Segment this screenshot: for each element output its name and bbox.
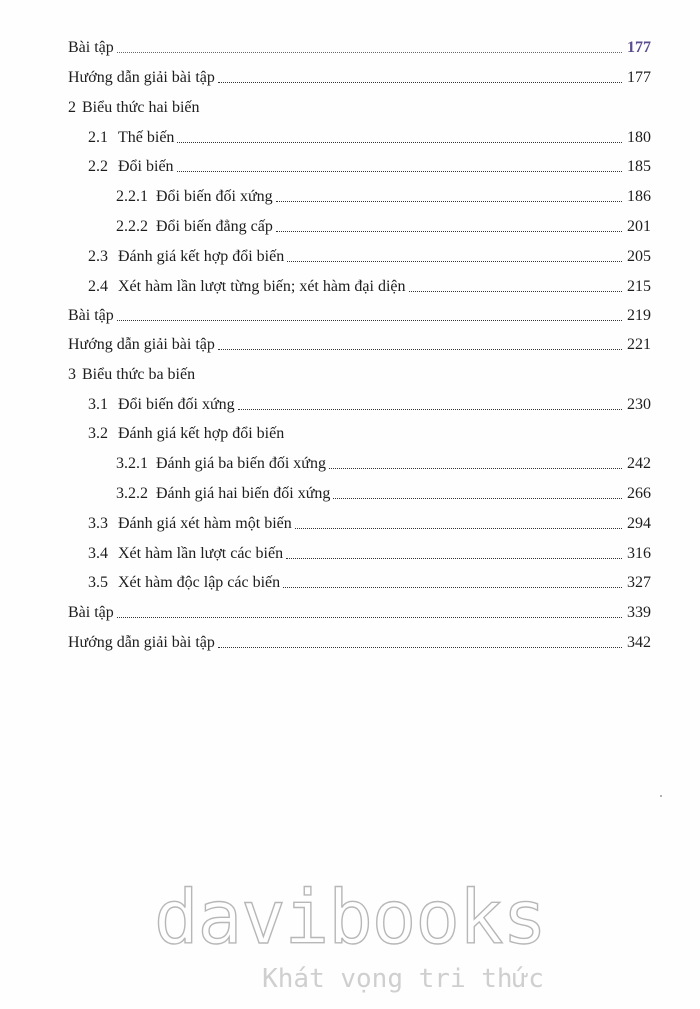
toc-entry-number: 2.4 <box>88 278 108 295</box>
dot-leader <box>295 528 622 529</box>
dot-leader <box>276 201 622 202</box>
toc-entry <box>68 215 651 237</box>
toc-entry-number: 3.4 <box>88 545 108 562</box>
toc-entry-page: 327 <box>627 574 651 591</box>
toc-entry-title: Bài tập <box>68 604 114 621</box>
toc-entry-number: 3.2.1 <box>116 455 148 472</box>
dot-leader <box>276 231 622 232</box>
toc-entry-title: Đổi biến đẳng cấp <box>156 218 273 235</box>
toc-entry-page: 177 <box>627 39 651 56</box>
toc-entry-title: Đổi biến <box>118 158 174 175</box>
dot-leader <box>333 498 622 499</box>
toc-entry-page: 201 <box>627 218 651 235</box>
toc-subsection-heading <box>68 422 651 444</box>
toc-entry <box>68 304 651 326</box>
dot-leader <box>177 171 622 172</box>
toc-entry-page: 215 <box>627 278 651 295</box>
toc-entry <box>68 155 651 177</box>
toc-section-heading <box>68 96 651 118</box>
toc-entry-page: 230 <box>627 396 651 413</box>
dot-leader <box>117 320 622 321</box>
toc-entry-title: Đánh giá hai biến đối xứng <box>156 485 331 502</box>
dot-leader <box>117 52 622 53</box>
toc-entry-number: 3.1 <box>88 396 108 413</box>
toc-entry-title: Xét hàm lần lượt từng biến; xét hàm đại diện <box>118 278 406 295</box>
toc-entry-page: 219 <box>627 307 651 324</box>
toc-entry-number: 3 <box>68 366 76 383</box>
toc-entry-title: Đánh giá xét hàm một biến <box>118 515 292 532</box>
toc-entry-title: Đánh giá ba biến đối xứng <box>156 455 326 472</box>
toc-entry-page: 342 <box>627 634 651 651</box>
toc-entry-title: Hướng dẫn giải bài tập <box>68 634 215 651</box>
dot-leader <box>409 291 622 292</box>
toc-entry-title: Đổi biến đối xứng <box>118 396 235 413</box>
toc-entry-number: 2.2 <box>88 158 108 175</box>
toc-entry-page: 294 <box>627 515 651 532</box>
toc-entry-title: Biểu thức hai biến <box>82 99 200 116</box>
toc-entry-title: Xét hàm lần lượt các biến <box>118 545 284 562</box>
toc-entry-title: Xét hàm độc lập các biến <box>118 574 281 591</box>
toc-entry-number: 2.1 <box>88 129 108 146</box>
toc-entry <box>68 36 651 58</box>
toc-entry <box>68 571 651 593</box>
toc-entry <box>68 542 651 564</box>
scan-speck <box>660 795 662 797</box>
dot-leader <box>218 647 622 648</box>
toc-entry-title: Đánh giá kết hợp đổi biến <box>118 425 285 442</box>
toc-entry-page: 221 <box>627 336 651 353</box>
dot-leader <box>283 587 622 588</box>
toc-entry-page: 177 <box>627 69 651 86</box>
toc-entry <box>68 126 651 148</box>
toc-entry-number: 3.5 <box>88 574 108 591</box>
toc-entry-number: 3.2 <box>88 425 108 442</box>
toc-entry <box>68 631 651 653</box>
toc-entry <box>68 482 651 504</box>
dot-leader <box>218 349 622 350</box>
toc-entry <box>68 333 651 355</box>
toc-entry-page: 339 <box>627 604 651 621</box>
toc-entry-title: Bài tập <box>68 307 114 324</box>
toc-entry-page: 185 <box>627 158 651 175</box>
toc-entry-title: Bài tập <box>68 39 114 56</box>
toc-entry-page: 316 <box>627 545 651 562</box>
dot-leader <box>287 261 622 262</box>
dot-leader <box>117 617 622 618</box>
dot-leader <box>218 82 622 83</box>
toc-entry-number: 2.2.2 <box>116 218 148 235</box>
toc-entry <box>68 245 651 267</box>
toc-entry-title: Thế biến <box>118 129 175 146</box>
toc-entry-number: 3.2.2 <box>116 485 148 502</box>
watermark-brand: davibooks <box>154 875 546 961</box>
toc-entry-page: 266 <box>627 485 651 502</box>
toc-entry <box>68 512 651 534</box>
toc-entry-title: Đổi biến đối xứng <box>156 188 273 205</box>
toc-entry-page: 186 <box>627 188 651 205</box>
toc-entry-page: 205 <box>627 248 651 265</box>
dot-leader <box>286 558 622 559</box>
toc-entry-number: 2 <box>68 99 76 116</box>
dot-leader <box>238 409 622 410</box>
toc-entry <box>68 452 651 474</box>
toc-entry <box>68 393 651 415</box>
toc-entry-number: 3.3 <box>88 515 108 532</box>
toc-entry <box>68 275 651 297</box>
dot-leader <box>177 142 622 143</box>
toc-entry-title: Biểu thức ba biến <box>82 366 196 383</box>
toc-entry-title: Hướng dẫn giải bài tập <box>68 336 215 353</box>
toc-entry-number: 2.3 <box>88 248 108 265</box>
toc-entry <box>68 185 651 207</box>
dot-leader <box>329 468 622 469</box>
toc-entry-page: 180 <box>627 129 651 146</box>
toc-entry-title: Đánh giá kết hợp đổi biến <box>118 248 285 265</box>
toc-entry <box>68 66 651 88</box>
toc-entry-number: 2.2.1 <box>116 188 148 205</box>
toc-entry-title: Hướng dẫn giải bài tập <box>68 69 215 86</box>
toc-entry-page: 242 <box>627 455 651 472</box>
toc-section-heading <box>68 363 651 385</box>
toc-entry <box>68 601 651 623</box>
watermark-tagline: Khát vọng tri thức <box>262 964 544 994</box>
